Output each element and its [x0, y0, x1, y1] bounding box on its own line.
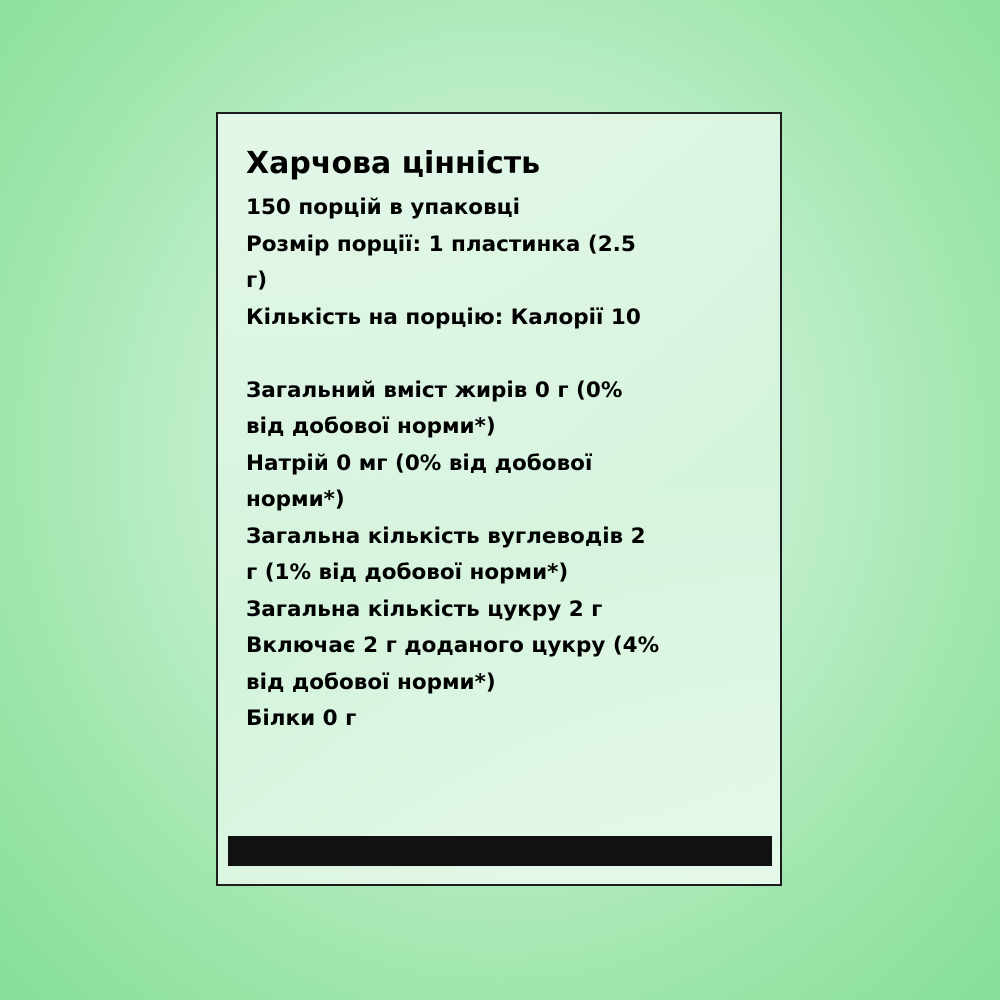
total-carbs-line-1: Загальна кількість вуглеводів 2	[246, 523, 646, 549]
sodium-line-1: Натрій 0 мг (0% від добової	[246, 450, 593, 476]
footer-bar	[228, 836, 772, 866]
sodium-line-2: норми*)	[246, 487, 345, 512]
nutrition-label-panel	[216, 112, 782, 886]
total-fat-line-1: Загальний вміст жирів 0 г (0%	[246, 377, 623, 403]
total-carbs-line-2: г (1% від добової норми*)	[246, 560, 569, 585]
total-sugars-line: Загальна кількість цукру 2 г	[246, 596, 603, 622]
label-title: Харчова цінність	[246, 146, 541, 181]
serving-size-line-2: г)	[246, 268, 268, 293]
serving-size-line-1: Розмір порції: 1 пластинка (2.5	[246, 231, 636, 257]
added-sugars-line-2: від добової норми*)	[246, 669, 496, 695]
blank-line	[246, 336, 659, 373]
calories-per-serving: Кількість на порцію: Калорії 10	[246, 304, 641, 330]
total-fat-line-2: від добової норми*)	[246, 414, 496, 439]
added-sugars-line-1: Включає 2 г доданого цукру (4%	[246, 633, 660, 658]
protein-line: Білки 0 г	[246, 706, 357, 731]
nutrition-facts-list	[246, 190, 659, 738]
servings-per-container: 150 порцій в упаковці	[246, 195, 520, 220]
